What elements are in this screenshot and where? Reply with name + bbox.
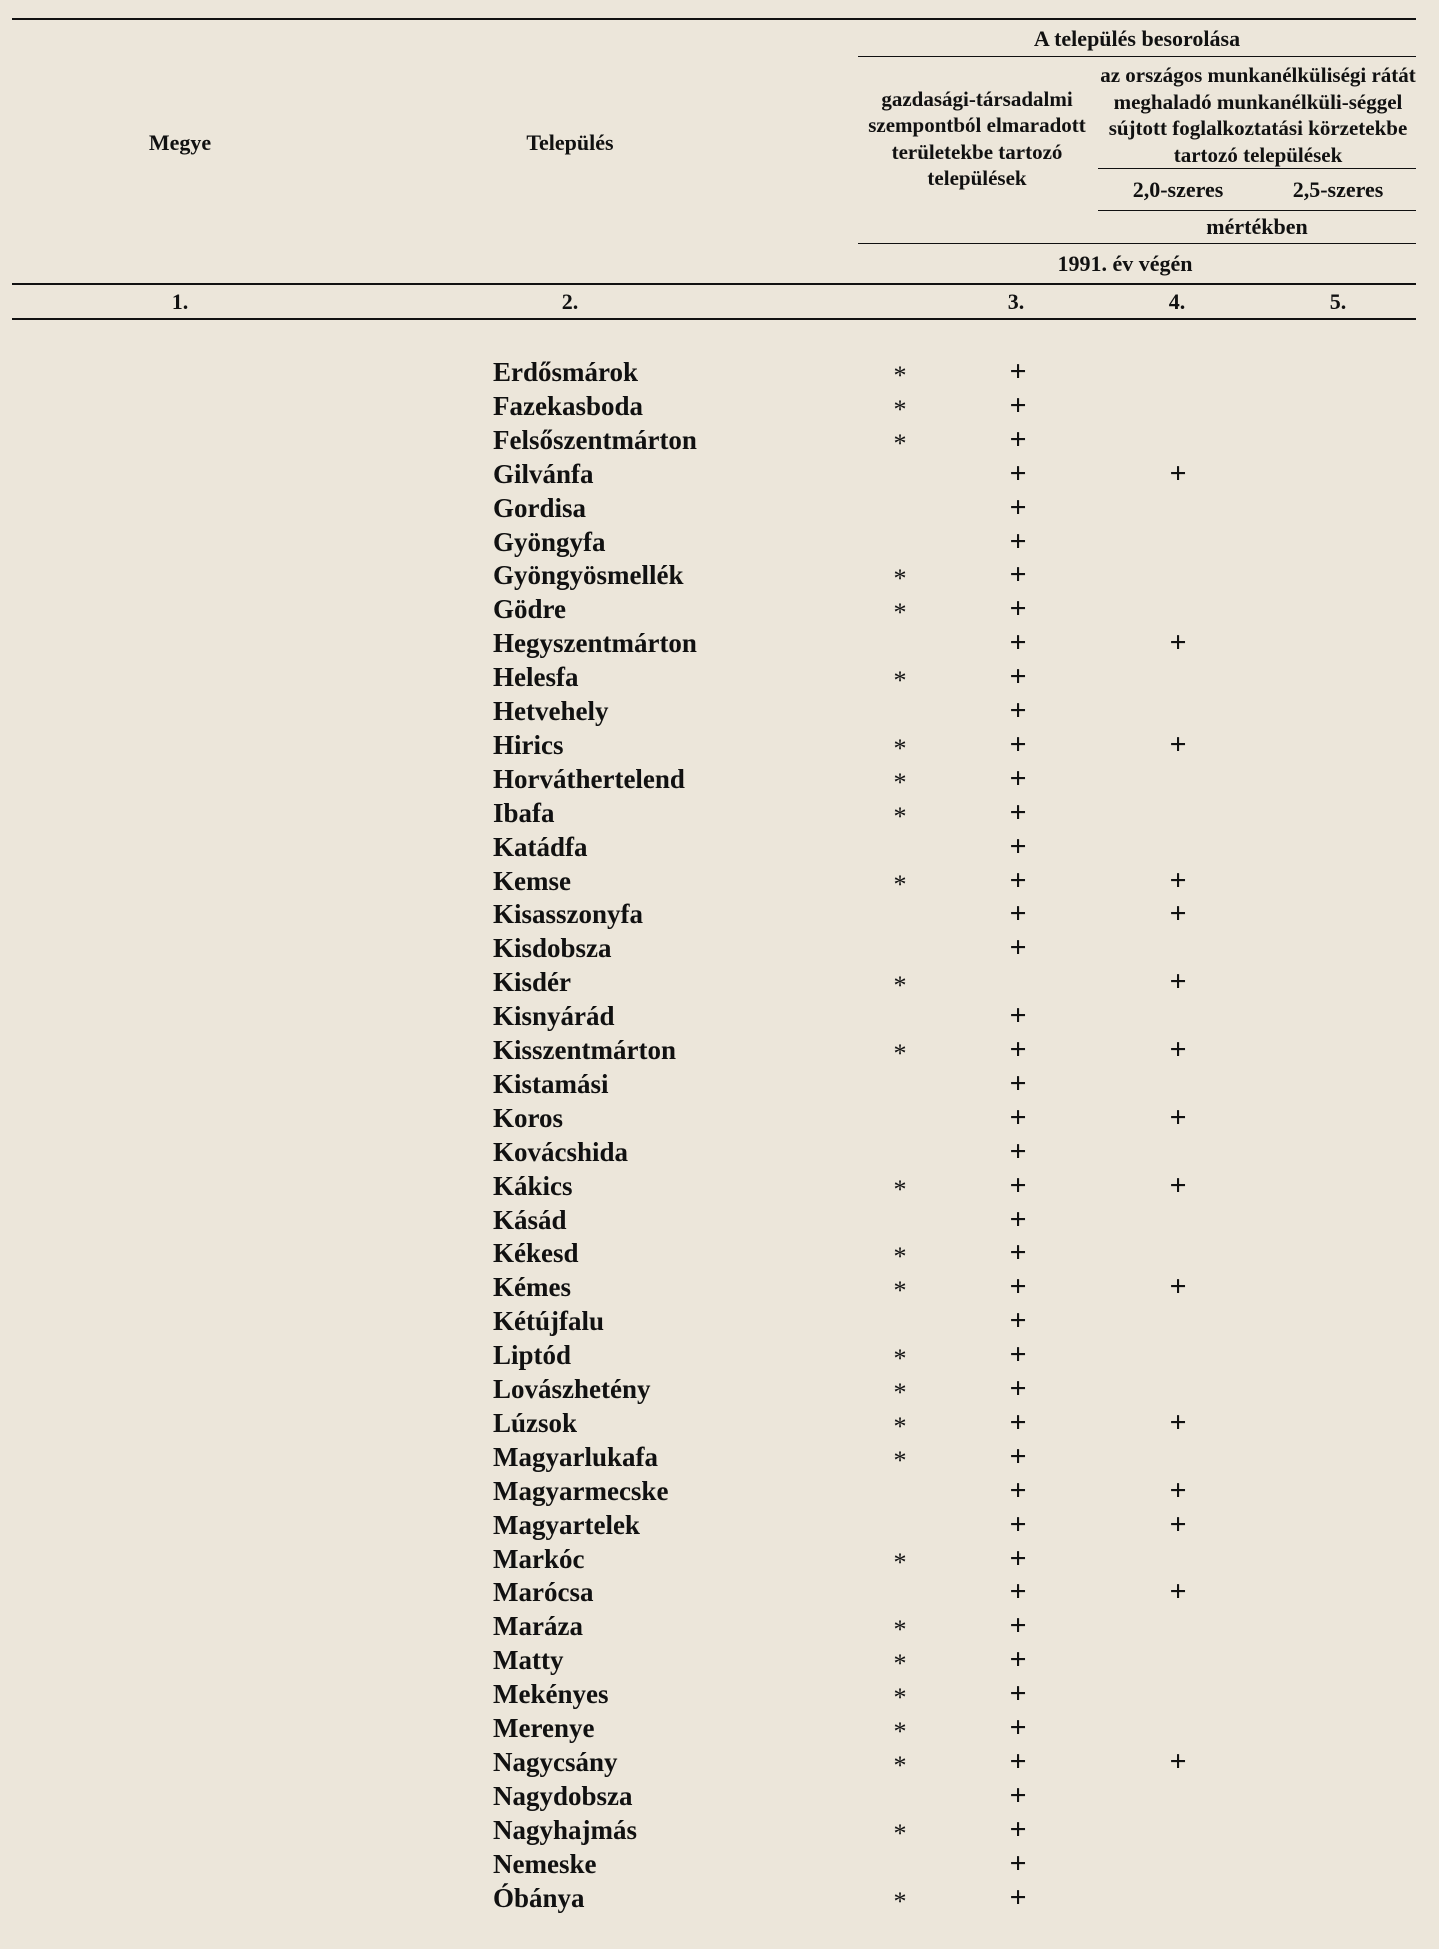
settlement-name: Nagycsány xyxy=(493,1746,618,1777)
col3-plus-mark: + xyxy=(1009,1202,1027,1236)
settlement-name: Merenye xyxy=(493,1713,595,1743)
col3-plus-mark: + xyxy=(1009,761,1027,795)
settlement-name: Kékesd xyxy=(493,1238,579,1269)
col45-header: az országos munkanélküliségi rátát meghaladó munkanélküli-séggel sújtott foglalkoztatási körzetekbe tartozó települések xyxy=(1100,63,1416,167)
col1-header: Megye xyxy=(148,130,212,155)
settlement-name: Liptód xyxy=(493,1340,572,1371)
settlement-name: Erdősmárok xyxy=(493,357,639,387)
col4-plus-mark: + xyxy=(1169,1507,1187,1541)
col3-plus-mark: + xyxy=(1009,456,1027,490)
col3-plus-mark: + xyxy=(1009,1609,1027,1643)
col4-plus-mark: + xyxy=(1169,897,1187,931)
header-bottom-rule xyxy=(12,283,1416,285)
settlement-name: Kémes xyxy=(493,1272,571,1303)
settlement-name: Magyarmecske xyxy=(493,1475,669,1506)
measure-label: mértékben xyxy=(1206,214,1308,239)
asterisk-mark: * xyxy=(893,1378,907,1407)
settlement-name: Nagydobsza xyxy=(493,1780,633,1811)
col3-plus-mark: + xyxy=(1009,1880,1027,1914)
settlement-name: Kétújfalu xyxy=(493,1306,604,1337)
col3-plus-mark: + xyxy=(1009,727,1027,761)
settlement-name: Matty xyxy=(493,1645,564,1676)
settlement-name: Gyöngyfa xyxy=(493,526,606,557)
col3-plus-mark: + xyxy=(1009,1168,1027,1202)
asterisk-mark: * xyxy=(893,1039,907,1068)
col3-plus-mark: + xyxy=(1009,694,1027,727)
col4-plus-mark: + xyxy=(1169,1100,1187,1134)
col4-plus-mark: + xyxy=(1169,1744,1187,1778)
settlement-name: Kásád xyxy=(493,1204,567,1235)
col3-plus-mark: + xyxy=(1009,1338,1027,1372)
group-rule xyxy=(858,56,1416,57)
col3-plus-mark: + xyxy=(1009,1270,1027,1304)
settlement-name: Horváthertelend xyxy=(493,763,685,794)
settlement-name: Gilvánfa xyxy=(493,458,594,489)
col3-header: gazdasági-társadalmi szempontból elmaradott területekbe tartozó települések xyxy=(868,87,1086,190)
col5-header: 2,5-szeres xyxy=(1292,177,1384,202)
asterisk-mark: * xyxy=(893,361,907,390)
asterisk-mark: * xyxy=(893,1818,907,1848)
col3-plus-mark: + xyxy=(1009,931,1027,965)
asterisk-mark: * xyxy=(893,801,907,831)
settlement-name: Gödre xyxy=(493,594,566,625)
col4-plus-mark: + xyxy=(1169,1033,1187,1066)
settlement-name: Nagyhajmás xyxy=(493,1814,638,1845)
col3-plus-mark: + xyxy=(1009,660,1027,694)
col3-plus-mark: + xyxy=(1009,1507,1027,1541)
col4-plus-mark: + xyxy=(1169,1168,1187,1202)
col3-plus-mark: + xyxy=(1009,1744,1027,1778)
col3-plus-mark: + xyxy=(1009,1541,1027,1575)
asterisk-mark: * xyxy=(893,1344,907,1374)
asterisk-mark: * xyxy=(893,1547,907,1577)
settlement-name: Gordisa xyxy=(493,492,587,523)
settlement-name: Kistamási xyxy=(493,1068,609,1099)
col3-plus-mark: + xyxy=(1009,355,1027,388)
col-number-4: 4. xyxy=(1168,289,1186,314)
settlement-name: Kisdér xyxy=(493,967,571,998)
col3-plus-mark: + xyxy=(1009,490,1027,524)
settlement-name: Magyartelek xyxy=(493,1509,640,1540)
col3-plus-mark: + xyxy=(1009,1066,1027,1100)
settlement-name: Gyöngyösmellék xyxy=(493,560,684,591)
col3-plus-mark: + xyxy=(1009,1711,1027,1744)
numbers-bottom-rule xyxy=(12,318,1416,320)
top-rule xyxy=(12,18,1416,20)
col3-plus-mark: + xyxy=(1009,999,1027,1033)
settlement-name: Kemse xyxy=(493,865,571,896)
asterisk-mark: * xyxy=(893,733,907,763)
settlement-name: Magyarlukafa xyxy=(493,1441,658,1472)
settlement-name: Lúzsok xyxy=(493,1407,578,1438)
col3-plus-mark: + xyxy=(1009,1677,1027,1711)
settlement-name: Kisnyárád xyxy=(493,1001,615,1032)
settlement-name: Felsőszentmárton xyxy=(493,424,697,455)
col3-plus-mark: + xyxy=(1009,1304,1027,1338)
asterisk-mark: * xyxy=(893,1242,907,1272)
col3-plus-mark: + xyxy=(1009,1812,1027,1846)
col3-plus-mark: + xyxy=(1009,1236,1027,1270)
asterisk-mark: * xyxy=(893,564,907,594)
col3-plus-mark: + xyxy=(1009,1405,1027,1439)
col2-header: Település xyxy=(526,130,614,155)
col3-plus-mark: + xyxy=(1009,592,1027,626)
date-label: 1991. év végén xyxy=(1057,251,1193,276)
settlement-name: Koros xyxy=(493,1102,564,1133)
asterisk-mark: * xyxy=(893,1615,907,1645)
asterisk-mark: * xyxy=(893,1445,907,1475)
settlement-name: Nemeske xyxy=(493,1848,597,1879)
col4-plus-mark: + xyxy=(1169,1270,1187,1304)
settlement-name: Hetvehely xyxy=(493,696,609,726)
asterisk-mark: * xyxy=(893,1649,907,1679)
col3-plus-mark: + xyxy=(1009,1100,1027,1134)
col3-plus-mark: + xyxy=(1009,388,1027,422)
settlement-name: Maráza xyxy=(493,1611,583,1642)
group-title: A település besorolása xyxy=(1033,26,1241,51)
settlement-name: Helesfa xyxy=(493,662,579,693)
settlement-name: Kovácshida xyxy=(493,1136,629,1167)
col4-plus-mark: + xyxy=(1169,1473,1187,1507)
asterisk-mark: * xyxy=(893,1411,907,1441)
col3-plus-mark: + xyxy=(1009,897,1027,931)
col4-plus-mark: + xyxy=(1169,626,1187,660)
col45-rule xyxy=(1098,210,1416,211)
settlement-name: Kisszentmárton xyxy=(493,1035,676,1065)
settlement-name: Hegyszentmárton xyxy=(493,628,697,659)
settlement-name: Katádfa xyxy=(493,831,588,862)
asterisk-mark: * xyxy=(893,1886,907,1916)
col3-plus-mark: + xyxy=(1009,558,1027,592)
asterisk-mark: * xyxy=(893,971,907,1001)
asterisk-mark: * xyxy=(893,869,907,899)
col3-plus-mark: + xyxy=(1009,1778,1027,1812)
col3-plus-mark: + xyxy=(1009,1643,1027,1677)
col3-plus-mark: + xyxy=(1009,626,1027,660)
col3-plus-mark: + xyxy=(1009,829,1027,863)
col3-plus-mark: + xyxy=(1009,795,1027,829)
settlement-name: Óbánya xyxy=(493,1882,585,1913)
col-number-5: 5. xyxy=(1329,289,1347,314)
col4-plus-mark: + xyxy=(1169,727,1187,761)
col3-plus-mark: + xyxy=(1009,1033,1027,1066)
col3-plus-mark: + xyxy=(1009,1473,1027,1507)
col4-plus-mark: + xyxy=(1169,965,1187,999)
settlement-name: Markóc xyxy=(493,1543,585,1574)
col-number-1: 1. xyxy=(171,289,189,314)
settlement-name: Lovászhetény xyxy=(493,1374,651,1404)
asterisk-mark: * xyxy=(893,666,907,696)
col4-header: 2,0-szeres xyxy=(1132,177,1224,202)
measure-rule xyxy=(858,243,1416,244)
col4-plus-mark: + xyxy=(1169,456,1187,490)
asterisk-mark: * xyxy=(893,428,907,458)
col3-plus-mark: + xyxy=(1009,1439,1027,1473)
col3-plus-mark: + xyxy=(1009,524,1027,558)
settlement-name: Mekényes xyxy=(493,1679,609,1710)
col3-plus-mark: + xyxy=(1009,1846,1027,1880)
col4-plus-mark: + xyxy=(1169,863,1187,897)
settlement-name: Marócsa xyxy=(493,1577,594,1608)
asterisk-mark: * xyxy=(893,394,907,424)
col3-plus-mark: + xyxy=(1009,1134,1027,1168)
asterisk-mark: * xyxy=(893,1717,907,1746)
asterisk-mark: * xyxy=(893,598,907,628)
settlement-name: Kákics xyxy=(493,1170,573,1201)
asterisk-mark: * xyxy=(893,1683,907,1713)
col3-plus-mark: + xyxy=(1009,1575,1027,1609)
settlement-name: Kisasszonyfa xyxy=(493,899,644,930)
col3-plus-mark: + xyxy=(1009,863,1027,897)
col4-plus-mark: + xyxy=(1169,1405,1187,1439)
asterisk-mark: * xyxy=(893,1750,907,1780)
settlement-name: Ibafa xyxy=(493,797,555,828)
settlement-name: Kisdobsza xyxy=(493,933,612,964)
asterisk-mark: * xyxy=(893,1174,907,1204)
col-number-3: 3. xyxy=(1007,289,1025,314)
asterisk-mark: * xyxy=(893,1276,907,1306)
asterisk-mark: * xyxy=(893,767,907,797)
settlement-name: Hirics xyxy=(493,729,564,760)
col3-plus-mark: + xyxy=(1009,1372,1027,1405)
col-number-2: 2. xyxy=(561,289,579,314)
col3-plus-mark: + xyxy=(1009,422,1027,456)
col4-plus-mark: + xyxy=(1169,1575,1187,1609)
settlement-name: Fazekasboda xyxy=(493,390,644,421)
